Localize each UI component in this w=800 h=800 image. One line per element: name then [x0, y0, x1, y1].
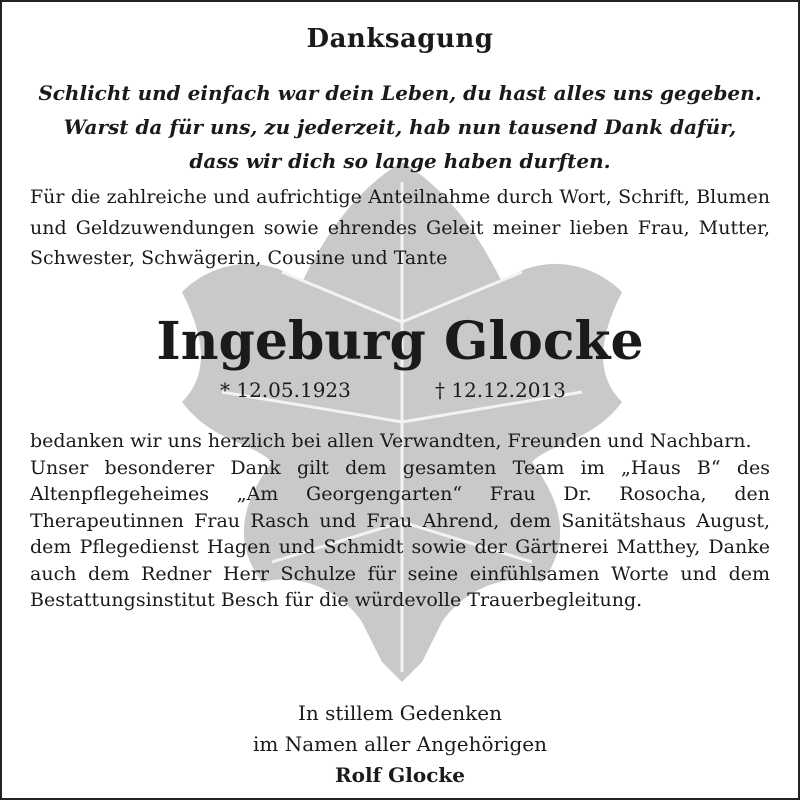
verse-line: Schlicht und einfach war dein Leben, du hast alles uns gegeben.: [38, 81, 762, 105]
verse-line: dass wir dich so lange haben durften.: [189, 149, 611, 173]
thanks-paragraph: bedanken wir uns herzlich bei allen Verwandten, Freunden und Nachbarn.: [30, 430, 752, 452]
death-date: † 12.12.2013: [435, 378, 566, 402]
intro-text: Für die zahlreiche und aufrichtige Anteilnahme durch Wort, Schrift, Blumen und Geldzuwendungen sowie ehrendes Geleit meiner lieben Frau, Mutter, Schwester, Schwägerin, Cousine und Tante: [30, 186, 770, 269]
deceased-name: Ingeburg Glocke: [156, 311, 644, 372]
closing-line: im Namen aller Angehörigen: [252, 732, 547, 756]
thanks-paragraph: Unser besonderer Dank gilt dem gesamten Team im „Haus B“ des Altenpflegeheimes „Am Georgengarten“ Frau Dr. Rosocha, den Therapeutinnen Frau Rasch und Frau Ahrend, dem Sanitätshaus August, dem Pflegedienst Hagen und Schmidt sowie der Gärtnerei Matthey, Danke auch dem Redner Herr Schulze für seine einfühlsamen Worte und dem Bestattungsinstitut Besch für die würdevolle Trauerbegleitung.: [30, 456, 770, 611]
closing-line: In stillem Gedenken: [298, 701, 502, 725]
thanks-text: [30, 428, 770, 614]
birth-date: * 12.05.1923: [220, 378, 351, 402]
signer-name: Rolf Glocke: [335, 763, 465, 787]
verse: [22, 76, 778, 178]
closing-block: [2, 698, 798, 791]
notice-heading: Danksagung: [306, 24, 494, 54]
verse-line: Warst da für uns, zu jederzeit, hab nun tausend Dank dafür,: [63, 115, 737, 139]
